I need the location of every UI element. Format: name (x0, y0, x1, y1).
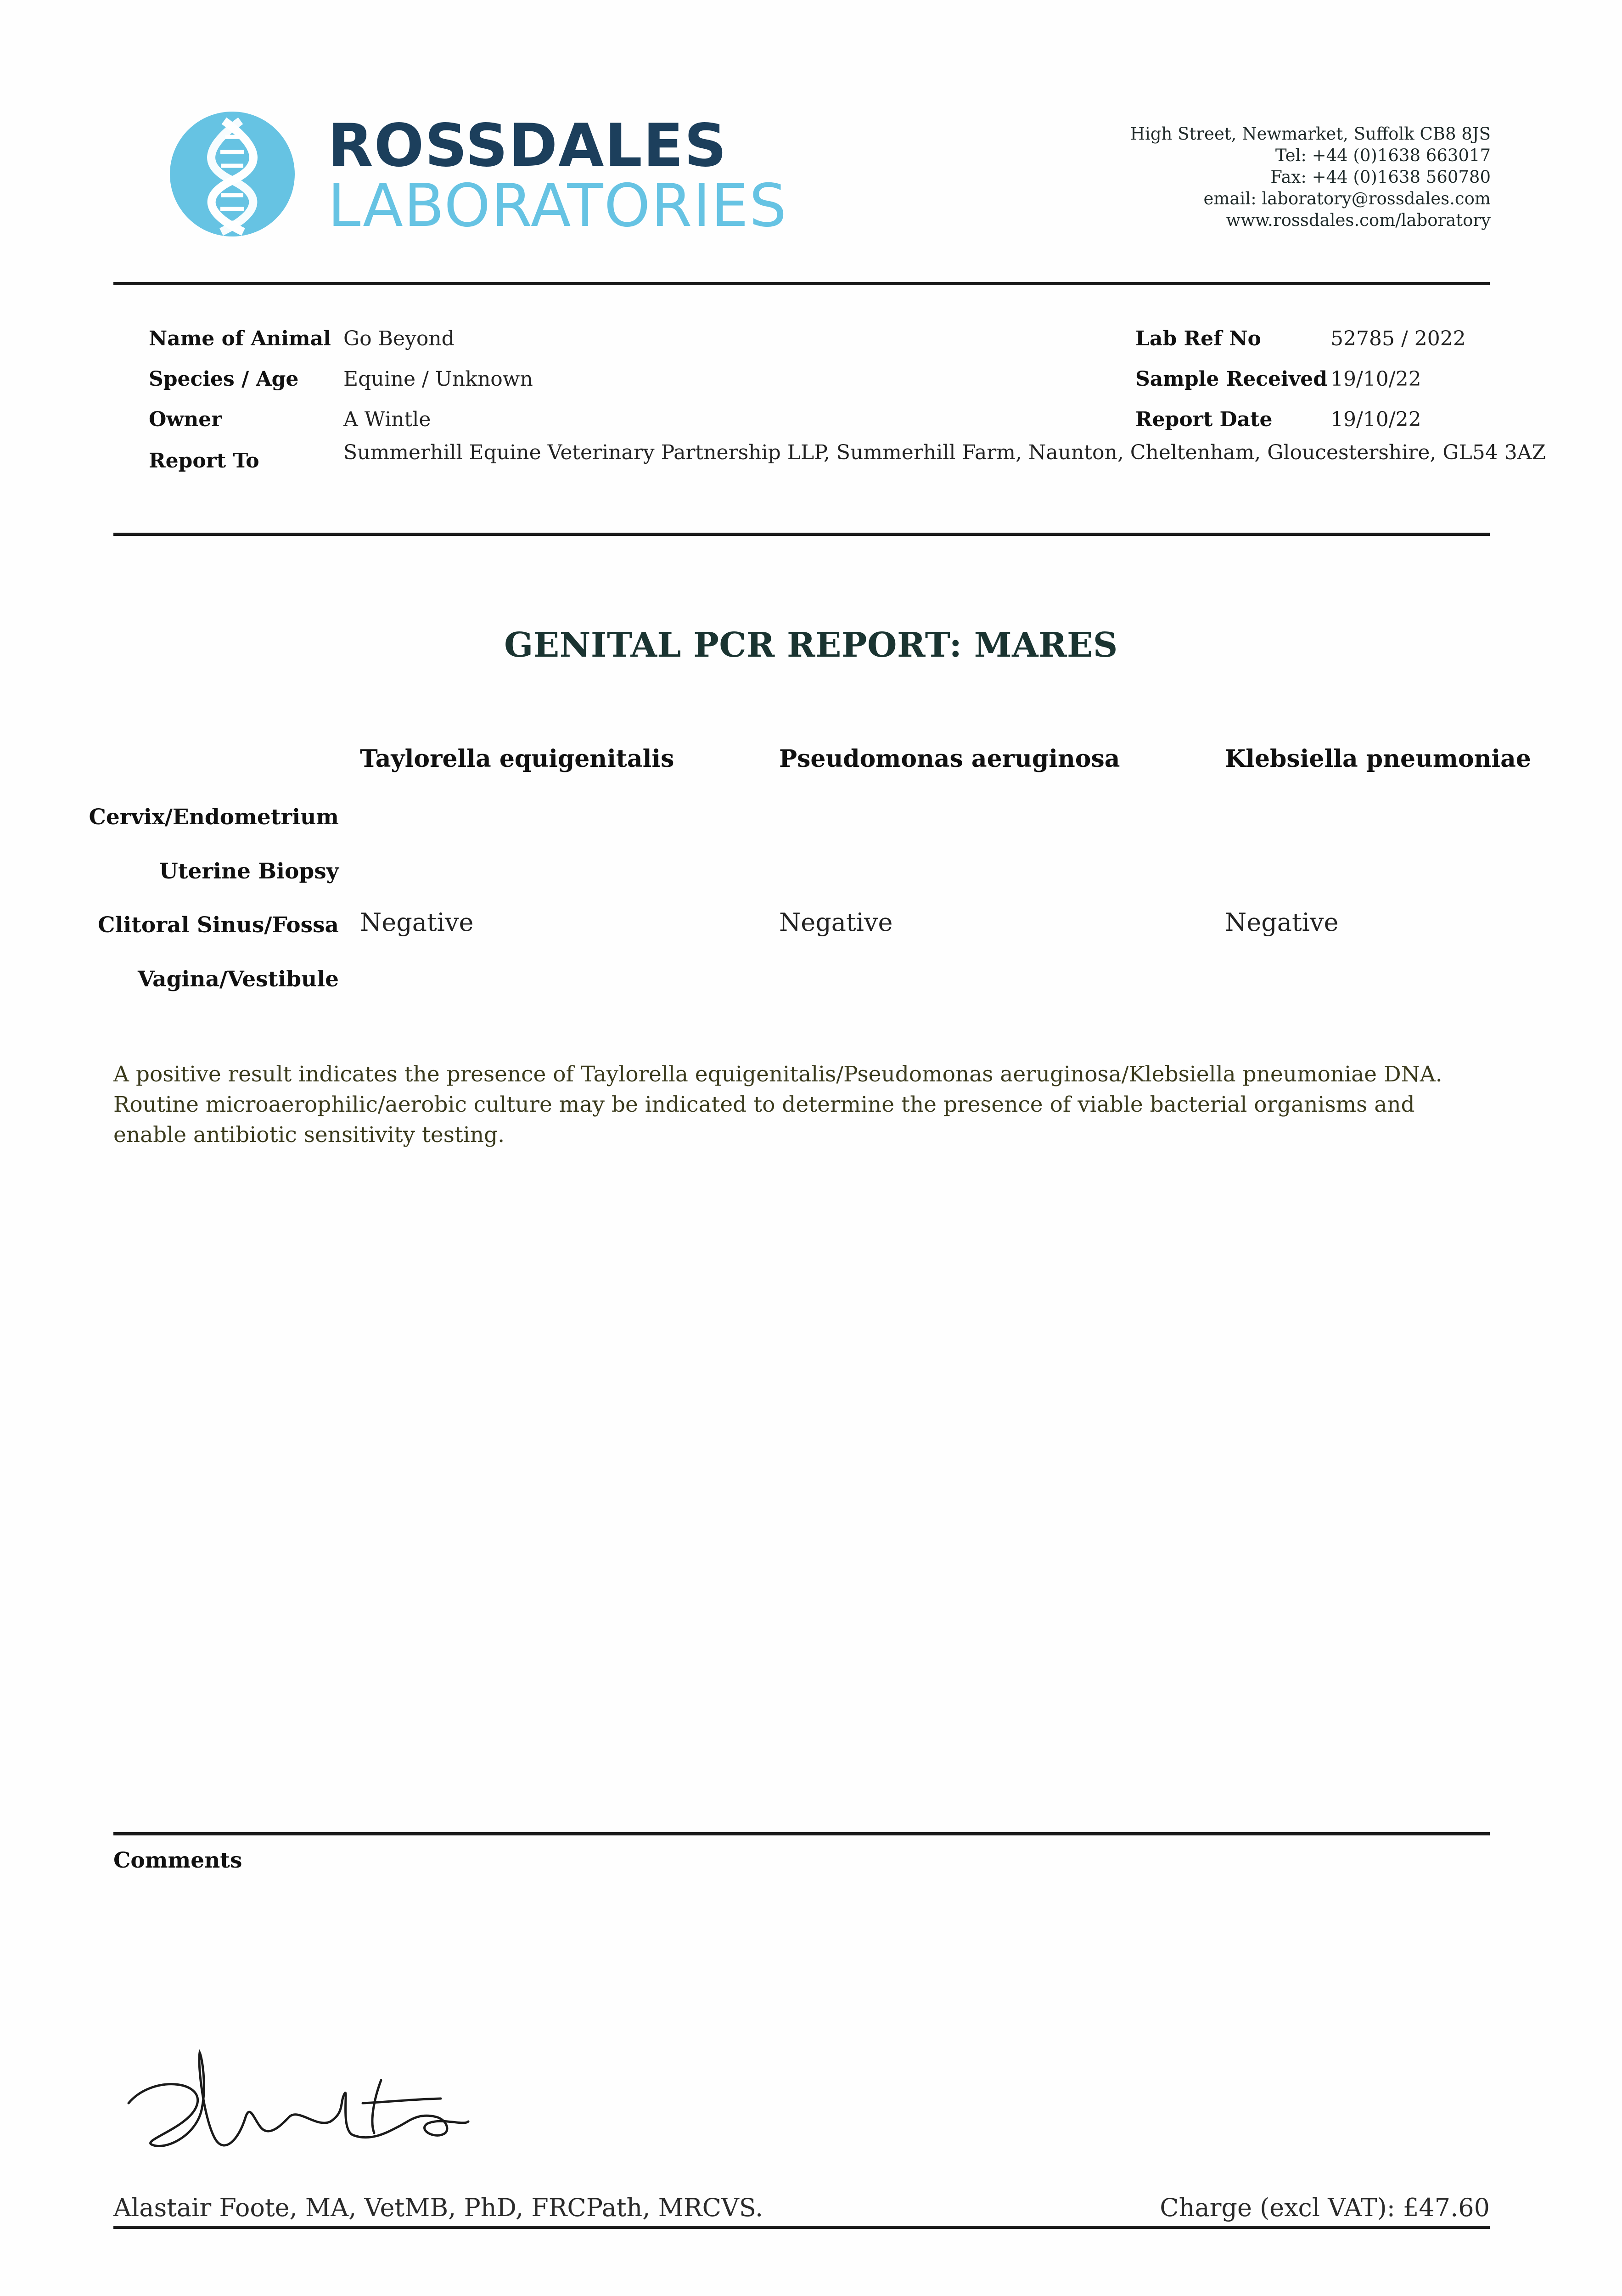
report-to-label: Report To (149, 449, 259, 473)
row-label: Vagina/Vestibule (138, 967, 339, 992)
address-fax: Fax: +44 (0)1638 560780 (1270, 167, 1491, 187)
column-header: Klebsiella pneumoniae (1225, 745, 1531, 773)
address-website: www.rossdales.com/laboratory (1226, 210, 1491, 230)
species-value: Equine / Unknown (343, 367, 533, 391)
labref-value: 52785 / 2022 (1330, 327, 1466, 350)
name-value: Go Beyond (343, 327, 455, 350)
result-cell: Negative (360, 908, 474, 937)
column-header: Pseudomonas aeruginosa (779, 745, 1120, 773)
comments-divider (113, 1832, 1490, 1835)
owner-label: Owner (149, 408, 222, 431)
result-cell: Negative (1225, 908, 1339, 937)
footer-divider (113, 2226, 1490, 2229)
charge-amount: Charge (excl VAT): £47.60 (1160, 2193, 1490, 2222)
name-label: Name of Animal (149, 327, 331, 350)
labref-label: Lab Ref No (1135, 327, 1261, 350)
header-divider (113, 282, 1490, 285)
row-label: Uterine Biopsy (159, 859, 339, 884)
owner-value: A Wintle (343, 408, 431, 431)
report-title: GENITAL PCR REPORT: MARES (504, 625, 1118, 665)
column-header: Taylorella equigenitalis (360, 745, 674, 773)
address-tel: Tel: +44 (0)1638 663017 (1275, 146, 1491, 165)
report-to-value: Summerhill Equine Veterinary Partnership LLP, Summerhill Farm, Naunton, Cheltenham, Gloucestershire, GL54 3AZ (343, 441, 1546, 464)
result-cell: Negative (779, 908, 893, 937)
row-label: Cervix/Endometrium (89, 805, 339, 830)
signer-name: Alastair Foote, MA, VetMB, PhD, FRCPath, MRCVS. (113, 2193, 763, 2222)
dna-helix-icon (170, 112, 295, 236)
address-street: High Street, Newmarket, Suffolk CB8 8JS (1130, 124, 1491, 144)
brand-subtitle: LABORATORIES (328, 172, 788, 240)
received-label: Sample Received (1135, 367, 1328, 391)
brand-name: ROSSDALES (328, 112, 728, 180)
address-email: email: laboratory@rossdales.com (1203, 189, 1491, 208)
interpretation-note: A positive result indicates the presence of Taylorella equigenitalis/Pseudomonas aeruginosa/Klebsiella pneumoniae DNA. Routine microaerophilic/aerobic culture may be indicated to determine the presence of viable bacterial organisms and enable antibiotic sensitivity testing. (113, 1062, 1442, 1148)
signature (124, 2048, 473, 2158)
comments-label: Comments (113, 1848, 242, 1873)
report-date-value: 19/10/22 (1330, 408, 1421, 431)
lab-address (1130, 123, 1491, 231)
info-divider (113, 533, 1490, 536)
report-date-label: Report Date (1135, 408, 1273, 431)
row-label: Clitoral Sinus/Fossa (98, 912, 339, 938)
species-label: Species / Age (149, 367, 299, 391)
received-value: 19/10/22 (1330, 367, 1421, 391)
